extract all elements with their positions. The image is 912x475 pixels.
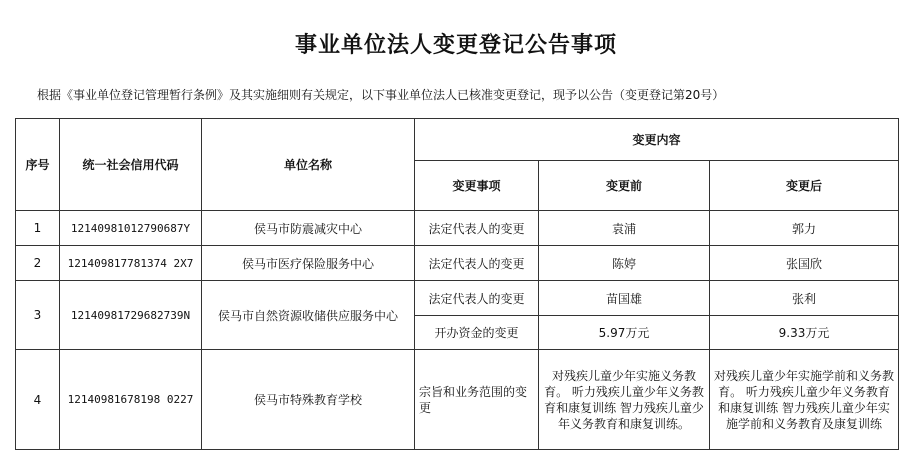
header-name: 单位名称: [202, 119, 415, 211]
row-after: 对残疾儿童少年实施学前和义务教育。 听力残疾儿童少年义务教育和康复训练 智力残疾儿童少年实施学前和义务教育及康复训练: [710, 350, 899, 450]
row-code: 12140981729682739N: [60, 281, 202, 350]
header-before: 变更前: [539, 161, 710, 211]
row-item: 法定代表人的变更: [415, 211, 539, 246]
row-name: 侯马市特殊教育学校: [202, 350, 415, 450]
row-code: 12140981678198 0227: [60, 350, 202, 450]
header-row-1: [16, 119, 899, 161]
row-index: 4: [16, 350, 60, 450]
row-after: 郭力: [710, 211, 899, 246]
row-code: 121409817781374 2X7: [60, 246, 202, 281]
header-index: 序号: [16, 119, 60, 211]
page-title: 事业单位法人变更登记公告事项: [294, 33, 617, 58]
table-row: [16, 246, 899, 281]
header-after: 变更后: [710, 161, 899, 211]
row-after: 张国欣: [710, 246, 899, 281]
row-name: 侯马市医疗保险服务中心: [202, 246, 415, 281]
row-before: 苗国雄: [539, 281, 710, 316]
row-item: 开办资金的变更: [415, 316, 539, 350]
table-row: [16, 211, 899, 246]
header-item: 变更事项: [415, 161, 539, 211]
notice-table: [15, 118, 899, 450]
table-row: [16, 350, 899, 450]
row-index: 1: [16, 211, 60, 246]
intro-text: 根据《事业单位登记管理暂行条例》及其实施细则有关规定，以下事业单位法人已核准变更登记，现予以公告（变更登记第20号）: [37, 88, 725, 102]
row-after: 9.33万元: [710, 316, 899, 350]
header-change-content: 变更内容: [415, 119, 899, 161]
row-item: 宗旨和业务范围的变更: [415, 350, 539, 450]
row-name: 侯马市自然资源收储供应服务中心: [202, 281, 415, 350]
row-before: 对残疾儿童少年实施义务教育。 听力残疾儿童少年义务教育和康复训练 智力残疾儿童少年义务教育和康复训练。: [539, 350, 710, 450]
row-item: 法定代表人的变更: [415, 246, 539, 281]
row-name: 侯马市防震减灾中心: [202, 211, 415, 246]
header-code: 统一社会信用代码: [60, 119, 202, 211]
row-before: 陈婷: [539, 246, 710, 281]
row-index: 3: [16, 281, 60, 350]
table-row: [16, 281, 899, 316]
row-code: 12140981012790687Y: [60, 211, 202, 246]
row-index: 2: [16, 246, 60, 281]
row-before: 5.97万元: [539, 316, 710, 350]
row-item: 法定代表人的变更: [415, 281, 539, 316]
row-after: 张利: [710, 281, 899, 316]
row-before: 袁浦: [539, 211, 710, 246]
